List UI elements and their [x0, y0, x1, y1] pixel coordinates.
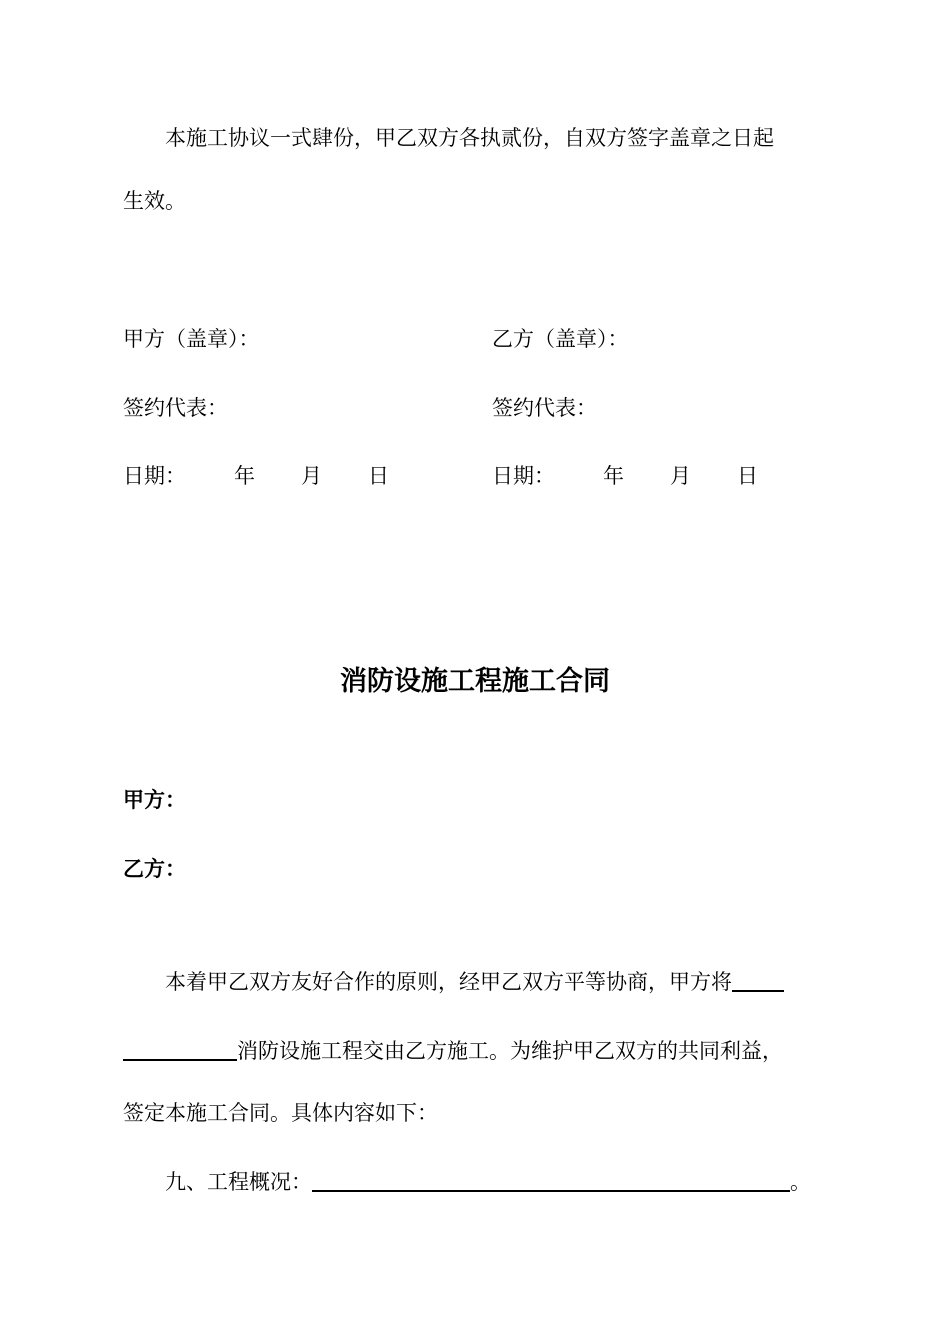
day-label: 日: [368, 464, 389, 488]
intro-text-2: 消防设施工程交由乙方施工。为维护甲乙双方的共同利益，: [237, 1039, 783, 1063]
month-label: 月: [301, 464, 322, 488]
effective-clause-line-1: 本施工协议一式肆份，甲乙双方各执贰份，自双方签字盖章之日起: [165, 126, 774, 150]
party-b-label: 乙方：: [123, 857, 186, 881]
month-label: 月: [670, 464, 691, 488]
project-overview-blank: [312, 1189, 790, 1192]
party-a-seal-label: 甲方（盖章）：: [123, 327, 260, 351]
item-9-label: 九、工程概况：: [165, 1170, 312, 1194]
party-a-representative-label: 签约代表：: [123, 396, 228, 420]
year-label: 年: [234, 464, 255, 488]
party-b-date-line: [492, 466, 758, 487]
date-label: 日期：: [492, 464, 555, 488]
intro-text-1: 本着甲乙双方友好合作的原则，经甲乙双方平等协商，甲方将: [165, 970, 732, 994]
day-label: 日: [737, 464, 758, 488]
contract-title: 消防设施工程施工合同: [340, 666, 610, 697]
party-b-seal-label: 乙方（盖章）：: [492, 327, 629, 351]
intro-line-3: 签定本施工合同。具体内容如下：: [123, 1101, 438, 1125]
effective-clause-line-2: 生效。: [123, 189, 186, 213]
project-name-blank-part-1: [732, 989, 784, 992]
party-b-representative-label: 签约代表：: [492, 396, 597, 420]
date-label: 日期：: [123, 464, 186, 488]
item-9-end: 。: [790, 1170, 811, 1194]
project-name-blank-part-2: [123, 1058, 237, 1061]
year-label: 年: [603, 464, 624, 488]
party-a-date-line: [123, 466, 389, 487]
intro-line-2: [123, 1041, 783, 1062]
party-a-label: 甲方：: [123, 788, 186, 812]
intro-line-1: [165, 972, 784, 993]
item-9-line: [165, 1172, 811, 1193]
